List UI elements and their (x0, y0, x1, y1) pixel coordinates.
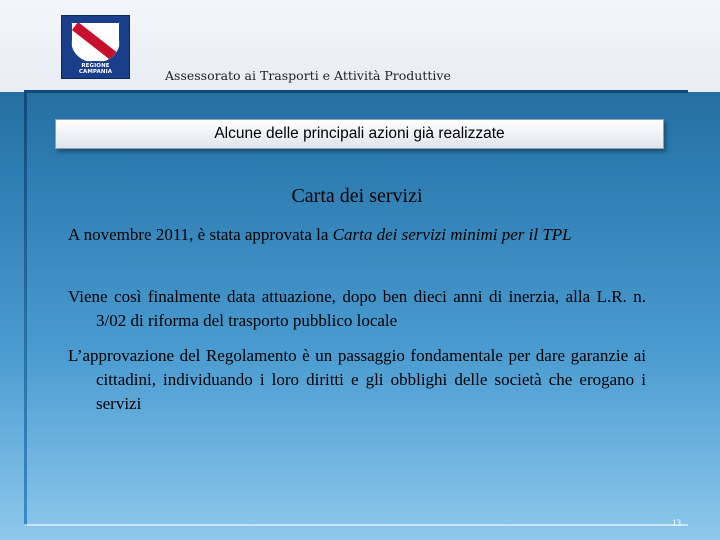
paragraph-2-text: Viene così finalmente data attuazione, dopo ben dieci anni di inerzia, alla L.R. n. 3/02 di riforma del trasporto pubblico locale (68, 287, 646, 330)
logo-text: REGIONE CAMPANIA (78, 63, 113, 75)
paragraph-1-emphasis: Carta dei servizi minimi per il TPL (332, 225, 572, 244)
frame-bottom-line (24, 524, 688, 526)
paragraph-2 (68, 285, 646, 333)
region-logo (61, 15, 130, 79)
coat-of-arms-icon (71, 22, 120, 62)
header-divider (24, 90, 688, 93)
banner-title: Alcune delle principali azioni già realizzate (214, 125, 505, 142)
frame-left-line (24, 90, 27, 526)
department-name: Assessorato ai Trasporti e Attività Produttive (165, 68, 451, 83)
slide-number: 13 (672, 518, 681, 528)
paragraph-3 (68, 344, 646, 416)
title-banner (55, 119, 664, 149)
paragraph-1-lead: A novembre 2011, è stata approvata la (68, 225, 333, 244)
paragraph-3-text: L’approvazione del Regolamento è un passaggio fondamentale per dare garanzie ai cittadini, individuando i loro diritti e gli obblighi delle società che erogano i servizi (68, 346, 646, 413)
section-title: Carta dei servizi (291, 185, 423, 207)
paragraph-1 (68, 223, 646, 247)
